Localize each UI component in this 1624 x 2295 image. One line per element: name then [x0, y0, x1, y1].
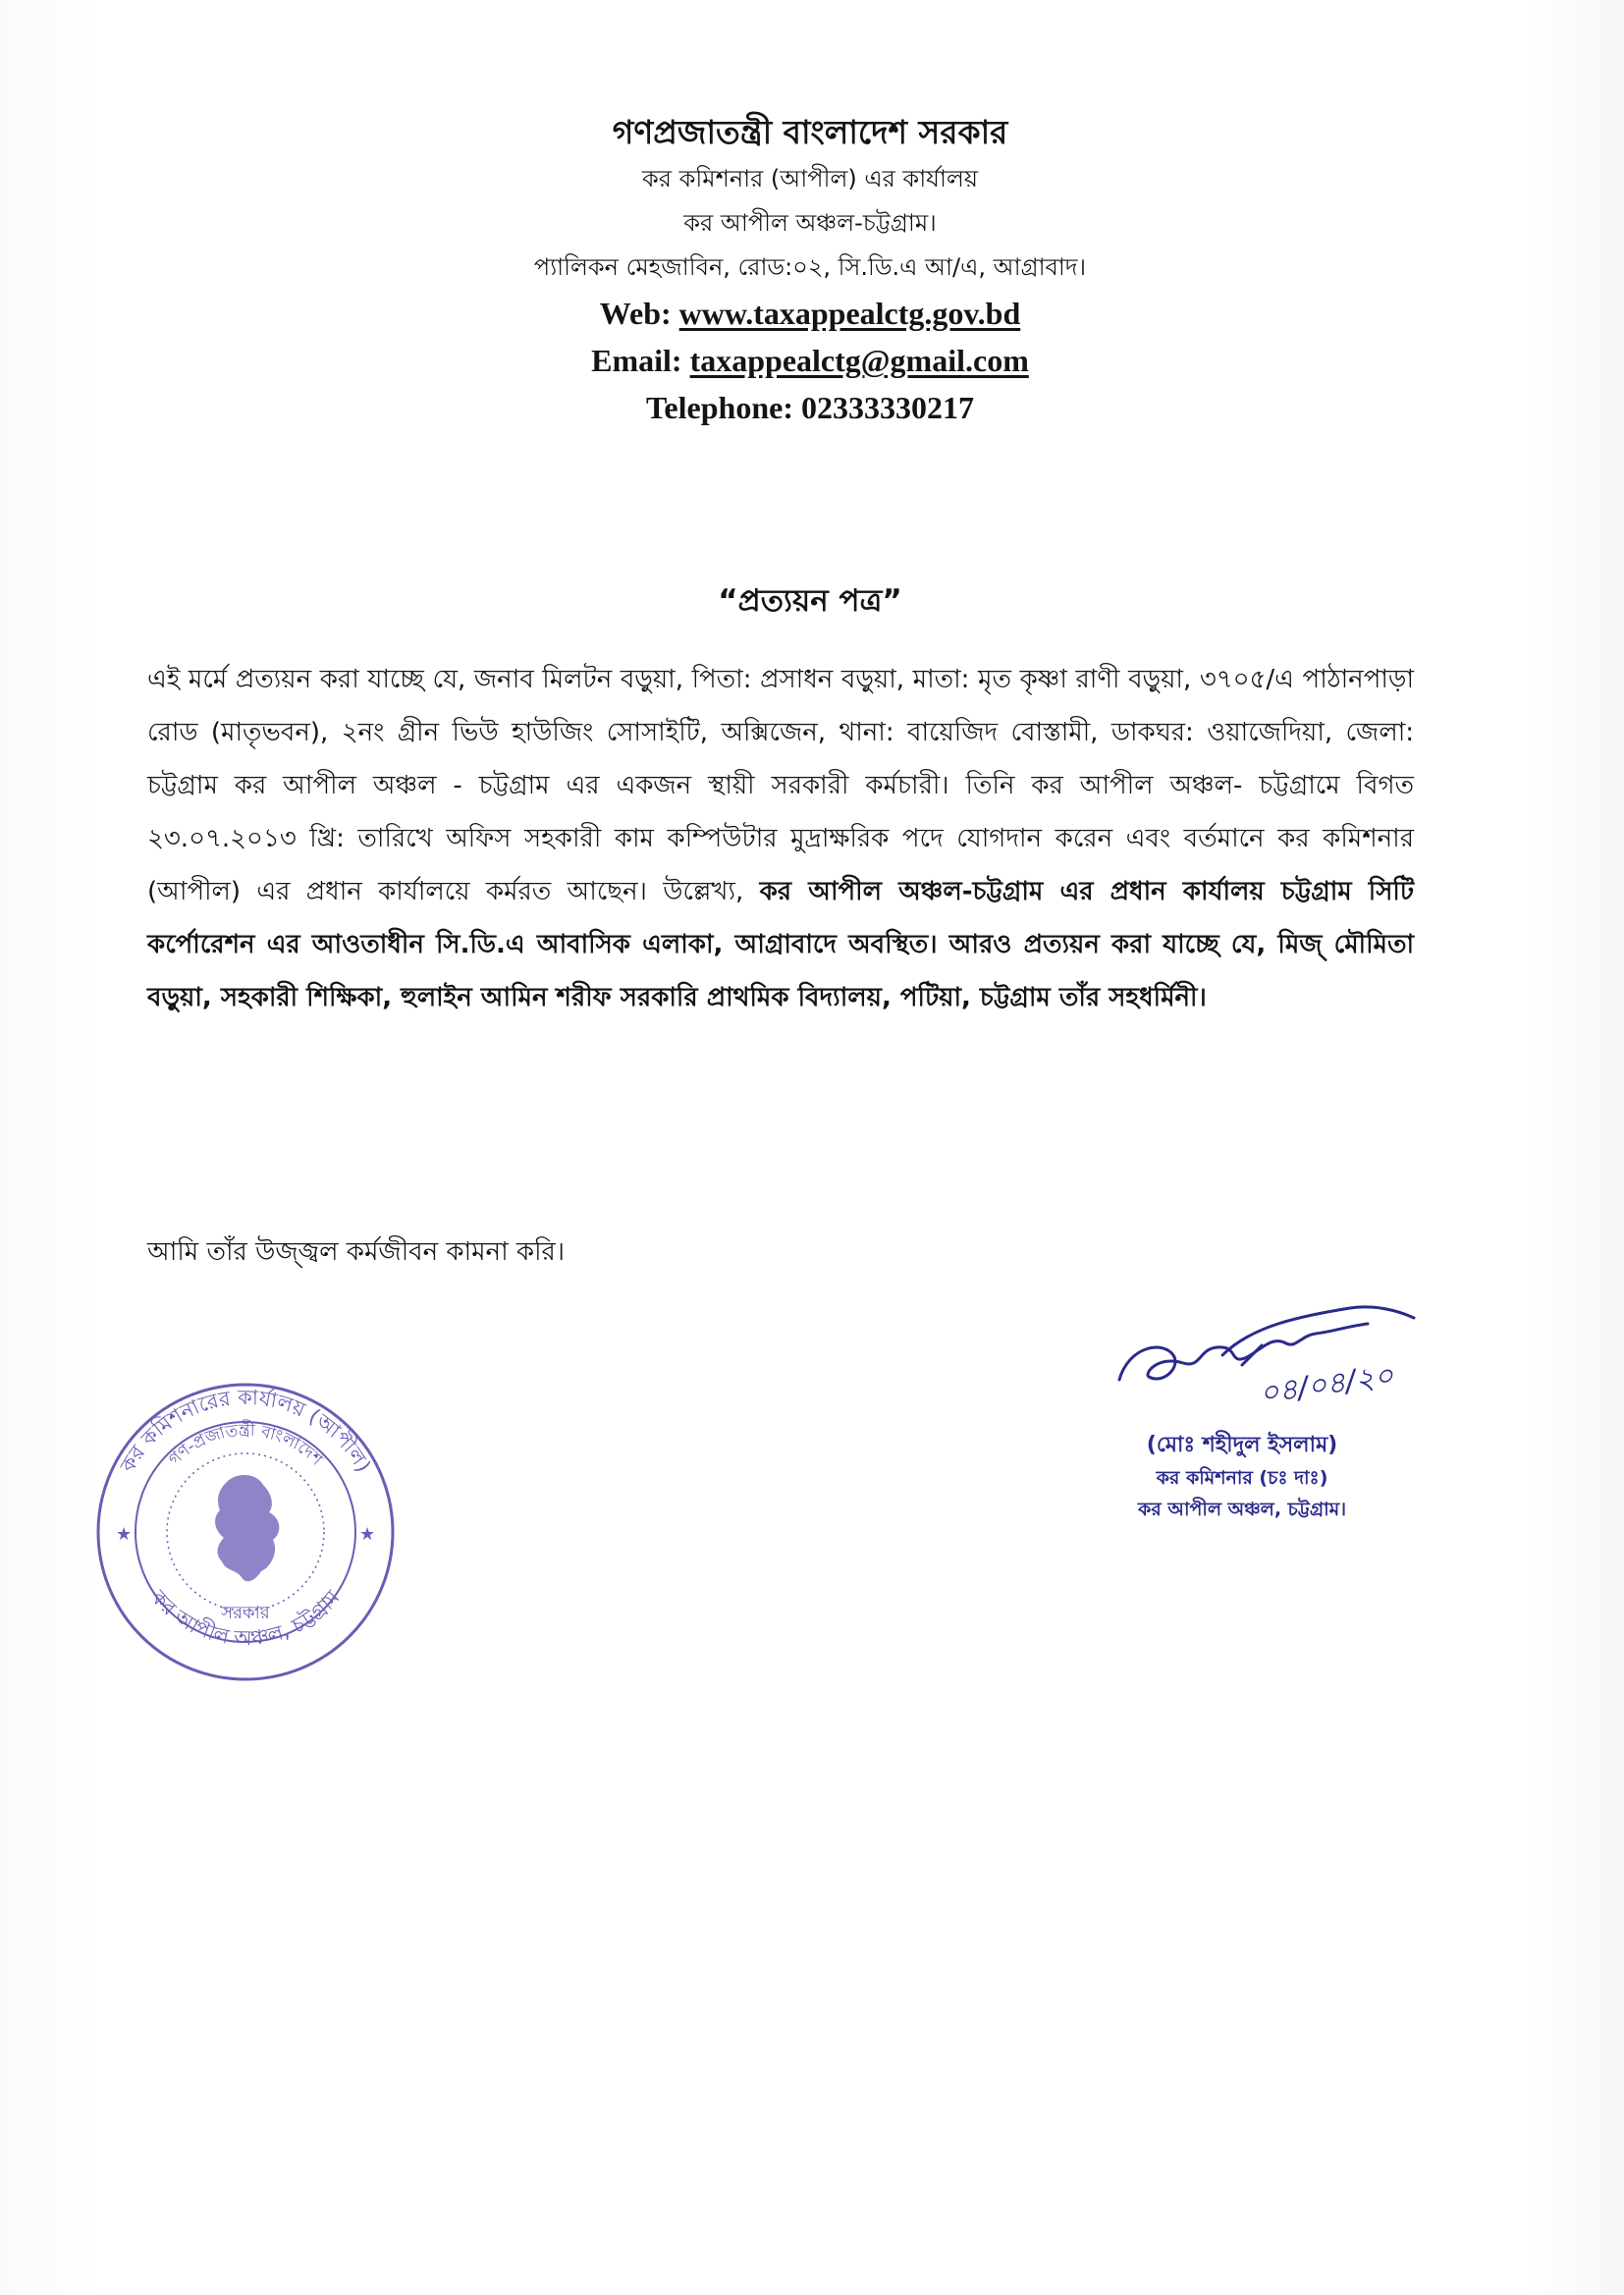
seal-star-left: ★	[116, 1524, 133, 1545]
seal-inner-top-text: গণ-প্রজাতন্ত্রী বাংলাদেশ	[164, 1420, 327, 1470]
seal-inner-bottom-text: সরকার	[221, 1603, 270, 1623]
office-address: প্যালিকন মেহজাবিন, রোড:০২, সি.ডি.এ আ/এ, আগ্রাবাদ।	[533, 253, 1087, 281]
bangladesh-map-icon	[215, 1475, 279, 1581]
signatory-office: কর আপীল অঞ্চল, চট্টগ্রাম।	[1138, 1499, 1346, 1520]
seal-star-right: ★	[359, 1524, 376, 1545]
email-label: Email:	[591, 343, 682, 378]
signature-date: ০৪/০৪/২০	[1257, 1358, 1396, 1412]
zone-name: কর আপীল অঞ্চল-চট্টগ্রাম।	[683, 209, 937, 237]
signatory-block	[1065, 1429, 1419, 1525]
telephone-line: Telephone: 02333330217	[646, 390, 974, 425]
office-seal	[88, 1375, 403, 1689]
letterhead	[295, 108, 1326, 431]
office-name: কর কমিশনার (আপীল) এর কার্যালয়	[642, 165, 978, 192]
web-label: Web:	[599, 296, 672, 331]
web-link[interactable]: www.taxappealctg.gov.bd	[678, 296, 1021, 331]
signature-mark	[1105, 1286, 1438, 1424]
web-line	[295, 290, 1326, 337]
certificate-body	[147, 653, 1414, 1024]
document-title: “প্রত্যয়ন পত্র”	[718, 583, 902, 619]
seal-outer-top-text: কর কমিশনারের কার্যালয় (আপীল)	[115, 1385, 376, 1477]
seal-outer-bottom-text: কর আপীল অঞ্চল, চট্টগ্রাম	[146, 1585, 345, 1651]
body-paragraph-bold: কর আপীল অঞ্চল-চট্টগ্রাম এর প্রধান কার্যালয় চট্টগ্রাম সিটি কর্পোরেশন এর আওতাধীন সি.ডি.এ আবাসিক এলাকা, আগ্রাবাদে অবস্থিত। আরও প্রত্যয়ন করা যাচ্ছে যে, মিজ্ মৌমিতা বড়ুয়া, সহকারী শিক্ষিকা, হুলাইন আমিন শরীফ সরকারি প্রাথমিক বিদ্যালয়, পটিয়া, চট্টগ্রাম তাঁর সহধর্মিনী।	[147, 877, 1414, 1012]
signatory-name: (মোঃ শহীদুল ইসলাম)	[1146, 1433, 1338, 1457]
signatory-designation: কর কমিশনার (চঃ দাঃ)	[1156, 1467, 1328, 1489]
body-paragraph-regular: এই মর্মে প্রত্যয়ন করা যাচ্ছে যে, জনাব মিলটন বড়ুয়া, পিতা: প্রসাধন বড়ুয়া, মাতা: মৃত কৃষ্ণা রাণী বড়ুয়া, ৩৭০৫/এ পাঠানপাড়া রোড (মাতৃভবন), ২নং গ্রীন ভিউ হাউজিং সোসাইটি, অক্সিজেন, থানা: বায়েজিদ বোস্তামী, ডাকঘর: ওয়াজেদিয়া, জেলা: চট্টগ্রাম কর আপীল অঞ্চল - চট্টগ্রাম এর একজন স্থায়ী সরকারী কর্মচারী। তিনি কর আপীল অঞ্চল- চট্টগ্রামে বিগত ২৩.০৭.২০১৩ খ্রি: তারিখে অফিস সহকারী কাম কম্পিউটার মুদ্রাক্ষরিক পদে যোগদান করেন এবং বর্তমানে কর কমিশনার (আপীল) এর প্রধান কার্যালয়ে কর্মরত আছেন। উল্লেখ্য,	[147, 665, 1414, 906]
government-name: গণপ্রজাতন্ত্রী বাংলাদেশ সরকার	[612, 113, 1008, 151]
email-link[interactable]: taxappealctg@gmail.com	[689, 343, 1029, 378]
email-line	[295, 337, 1326, 384]
closing-wish: আমি তাঁর উজ্জ্বল কর্মজীবন কামনা করি।	[147, 1237, 566, 1267]
